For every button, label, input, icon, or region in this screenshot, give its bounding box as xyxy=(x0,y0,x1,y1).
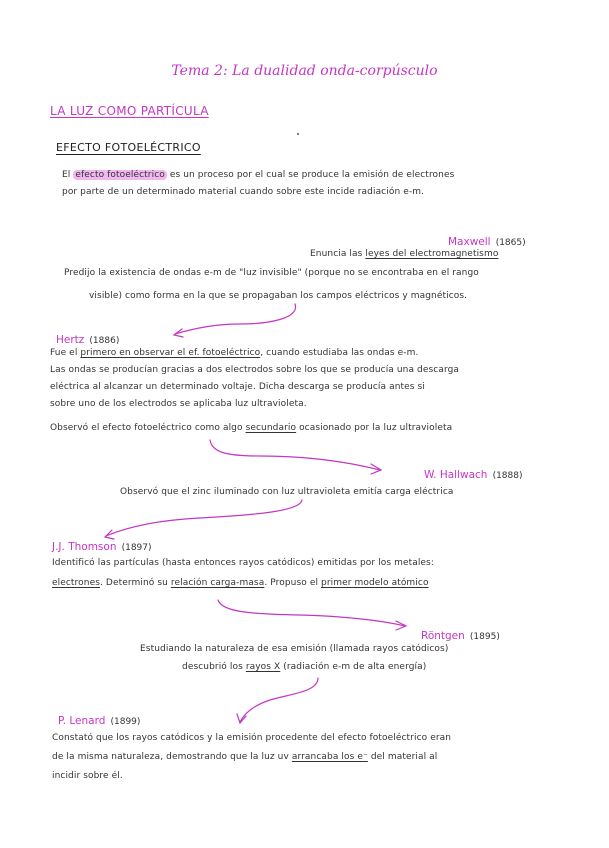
page-title: Tema 2: La dualidad onda-corpúsculo xyxy=(171,63,438,79)
person-year: (1897) xyxy=(121,543,152,553)
subsection-heading: EFECTO FOTOELÉCTRICO xyxy=(56,141,201,154)
text: ocasionado por la luz ultravioleta xyxy=(296,423,453,433)
text: (radiación e-m de alta energía) xyxy=(280,662,427,672)
intro-line-2: por parte de un determinado material cuando sobre este incide radiación e-m. xyxy=(62,187,425,197)
text: . Determinó su xyxy=(100,578,171,588)
text: Observó el efecto fotoeléctrico como algo xyxy=(50,423,246,433)
section-heading: LA LUZ COMO PARTÍCULA xyxy=(50,104,209,118)
hallwach-line-1: Observó que el zinc iluminado con luz ultravioleta emitía carga eléctrica xyxy=(120,487,454,497)
rontgen-line-1: Estudiando la naturaleza de esa emisión (llamada rayos catódicos) xyxy=(140,644,449,654)
arrow-maxwell-hertz xyxy=(175,304,296,334)
text: , cuando estudiaba las ondas e-m. xyxy=(260,348,419,358)
intro-text: El xyxy=(62,170,74,180)
maxwell-line-3: visible) como forma en la que se propagaban los campos eléctricos y magnéticos. xyxy=(89,291,468,301)
arrow-hallwach-thomson xyxy=(106,500,302,536)
underlined-text: primero en observar el ef. fotoeléctrico xyxy=(80,348,261,358)
person-year: (1865) xyxy=(495,238,526,248)
arrow-rontgen-lenard xyxy=(240,678,318,722)
person-year: (1895) xyxy=(469,632,500,642)
person-year: (1888) xyxy=(492,471,523,481)
highlight-efecto: efecto fotoeléctrico xyxy=(75,170,165,180)
underlined-text: arrancaba los e⁻ xyxy=(291,752,368,762)
thomson-line-1: Identificó las partículas (hasta entonces rayos catódicos) emitidas por los metales: xyxy=(52,558,434,568)
intro-text: es un proceso por el cual se produce la emisión de electrones xyxy=(166,170,455,180)
text: descubrió los xyxy=(182,662,246,672)
text: Fue el xyxy=(50,348,81,358)
arrow-hertz-hallwach xyxy=(210,440,380,470)
text: de la misma naturaleza, demostrando que la luz uv xyxy=(52,752,292,762)
person-name: Hertz xyxy=(56,334,85,346)
person-name: W. Hallwach xyxy=(424,469,488,481)
hertz-line-4: sobre uno de los electrodos se aplicaba luz ultravioleta. xyxy=(50,399,307,409)
text: Enuncia las xyxy=(310,249,366,259)
underlined-text: rayos X xyxy=(245,662,281,672)
person-name: Röntgen xyxy=(421,630,465,642)
maxwell-line-2: Predijo la existencia de ondas e-m de "luz invisible" (porque no se encontraba en el rango xyxy=(64,268,479,278)
underlined-text: leyes del electromagnetismo xyxy=(365,249,499,259)
person-name: P. Lenard xyxy=(58,715,106,727)
person-year: (1886) xyxy=(89,336,120,346)
underlined-text: primer modelo atómico xyxy=(321,578,429,588)
lenard-line-1: Constató que los rayos catódicos y la emisión procedente del efecto fotoeléctrico eran xyxy=(52,733,452,743)
text: . Propuso el xyxy=(264,578,322,588)
underlined-text: electrones xyxy=(52,578,100,588)
hertz-line-3: eléctrica al alcanzar un determinado voltaje. Dicha descarga se producía antes si xyxy=(50,382,425,392)
underlined-text: relación carga-masa xyxy=(170,578,265,588)
person-name: Maxwell xyxy=(448,236,491,248)
person-name: J.J. Thomson xyxy=(52,541,117,553)
underlined-text: secundario xyxy=(245,423,297,433)
arrow-thomson-rontgen xyxy=(218,600,405,626)
hertz-line-2: Las ondas se producían gracias a dos electrodos sobre los que se producía una descarga xyxy=(50,365,460,375)
lenard-line-3: incidir sobre él. xyxy=(52,771,123,781)
person-year: (1899) xyxy=(110,717,141,727)
text: del material al xyxy=(367,752,438,762)
